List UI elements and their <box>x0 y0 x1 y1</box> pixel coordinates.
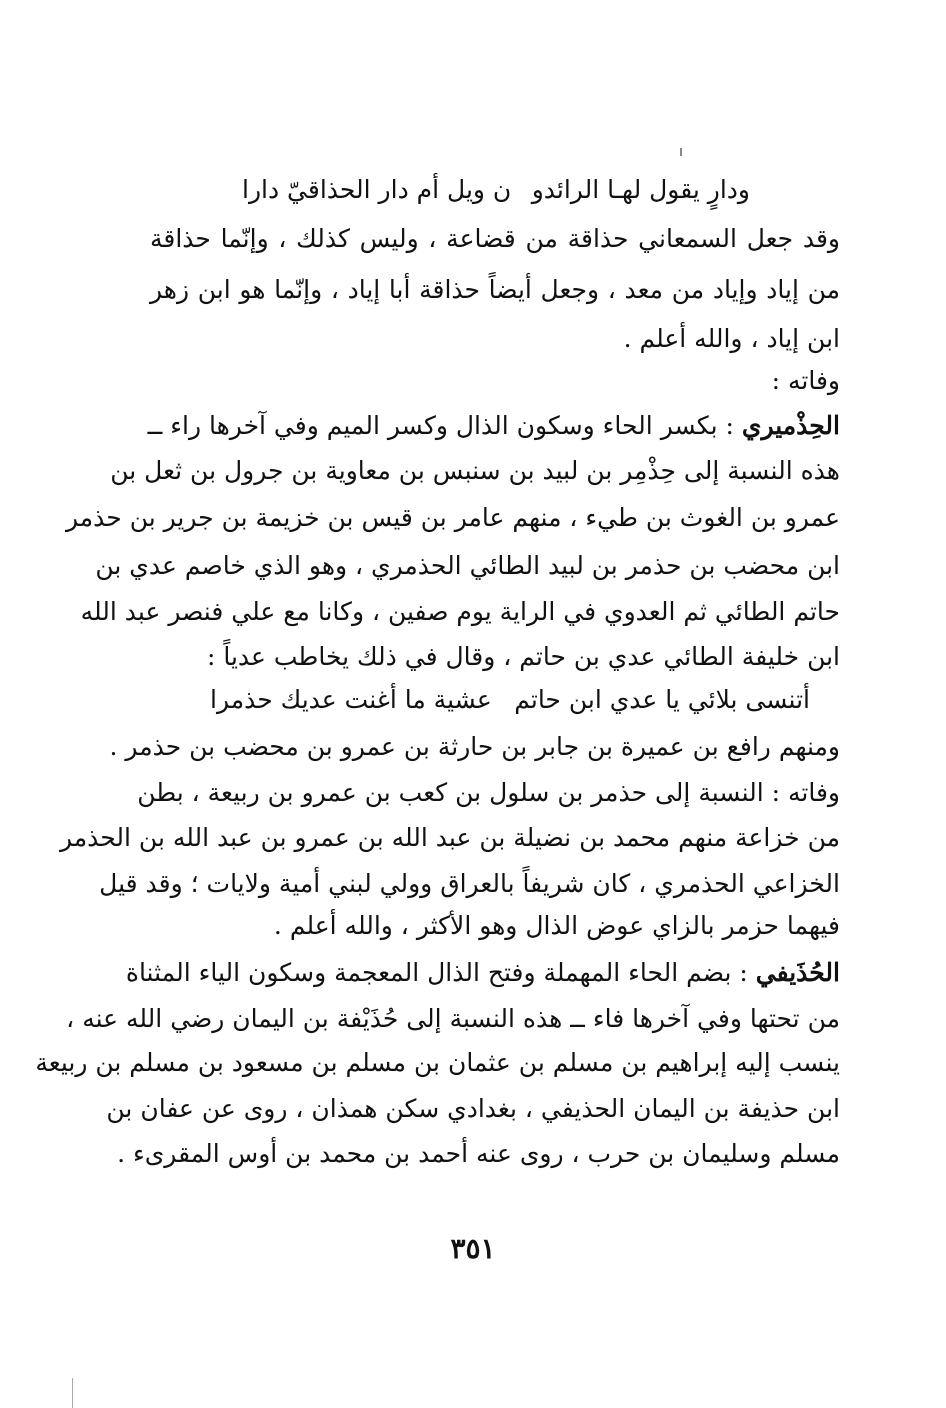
entry-text: : بضم الحاء المهملة وفتح الذال المعجمة وسكون الياء المثناة <box>125 958 756 987</box>
text-line: ينسب إليه إبراهيم بن مسلم بن عثمان بن مسلم بن مسعود بن مسلم بن ربيعة <box>35 1048 840 1077</box>
text-line: ابن محضب بن حذمر بن لبيد الطائي الحذمري ، وهو الذي خاصم عدي بن <box>95 551 840 580</box>
text-line: وفاته : <box>771 366 840 395</box>
text-line: من خزاعة منهم محمد بن نضيلة بن عبد الله بن عمرو بن عبد الله بن الحذمر <box>59 823 840 852</box>
page-number: ٣٥١ <box>450 1232 496 1265</box>
entry-text: : بكسر الحاء وسكون الذال وكسر الميم وفي آخرها راء ــ <box>147 411 742 440</box>
text-line: ابن خليفة الطائي عدي بن حاتم ، وقال في ذلك يخاطب عدياً : <box>206 642 840 671</box>
entry-heading: الحِذْميري <box>741 411 840 440</box>
text-line: من تحتها وفي آخرها فاء ــ هذه النسبة إلى حُذَيْفة بن اليمان رضي الله عنه ، <box>66 1004 840 1033</box>
text-line: وفاته : النسبة إلى حذمر بن سلول بن كعب بن عمرو بن ربيعة ، بطن <box>137 778 840 807</box>
text-line: وقد جعل السمعاني حذاقة من قضاعة ، وليس كذلك ، وإنّما حذاقة <box>150 224 840 253</box>
entry-line <box>147 406 840 446</box>
entry-heading: الحُذَيفي <box>755 958 840 987</box>
verse-right-mid: أتنسى بلائي يا عدي ابن حاتم <box>514 685 810 714</box>
text-line: عمرو بن الغوث بن طيء ، منهم عامر بن قيس بن خزيمة بن جرير بن حذمر <box>65 503 840 532</box>
scan-mark <box>680 148 682 156</box>
text-line: الخزاعي الحذمري ، كان شريفاً بالعراق وولي لبني أمية ولايات ؛ وقد قيل <box>99 869 840 898</box>
entry-line <box>125 953 840 993</box>
scan-margin-mark <box>72 1378 73 1408</box>
text-line: فيهما حزمر بالزاي عوض الذال وهو الأكثر ، والله أعلم . <box>273 911 840 940</box>
text-line: ابن حذيفة بن اليمان الحذيفي ، بغدادي سكن همذان ، روى عن عفان بن <box>106 1094 840 1123</box>
text-line: ومنهم رافع بن عميرة بن جابر بن حارثة بن عمرو بن محضب بن حذمر . <box>109 732 840 761</box>
verse-right-top: ودارٍ يقول لهـا الرائدو <box>531 175 750 204</box>
text-line: هذه النسبة إلى حِذْمِر بن لبيد بن سنبس بن معاوية بن جرول بن ثعل بن <box>110 456 840 485</box>
verse-left-mid: عشية ما أغنت عديك حذمرا <box>210 685 492 714</box>
verse-left-top: ن ويل أم دار الحذاقيّ دارا <box>242 175 512 204</box>
text-line: من إياد وإياد من معد ، وجعل أيضاً حذاقة أبا إياد ، وإنّما هو ابن زهر <box>150 275 840 304</box>
text-line: مسلم وسليمان بن حرب ، روى عنه أحمد بن محمد بن أوس المقرىء . <box>117 1139 840 1168</box>
text-line: ابن إياد ، والله أعلم . <box>623 324 840 353</box>
text-line: حاتم الطائي ثم العدوي في الراية يوم صفين ، وكانا مع علي فنصر عبد الله <box>80 597 840 626</box>
